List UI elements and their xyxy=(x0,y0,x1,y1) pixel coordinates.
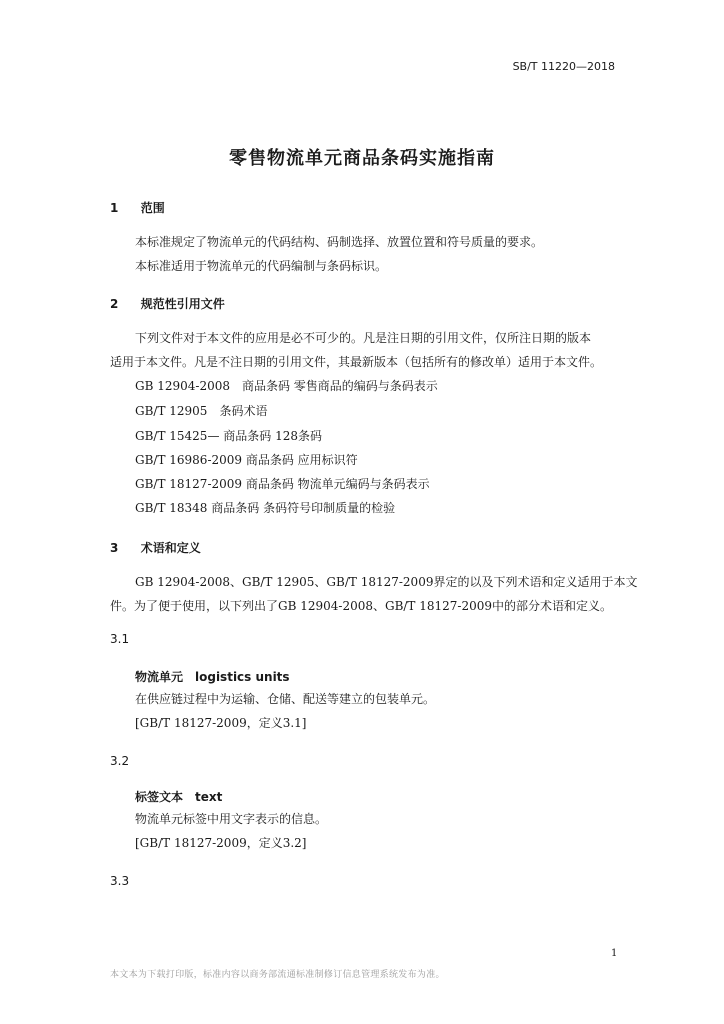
reference-item: GB 12904-2008 商品条码 零售商品的编码与条码表示 xyxy=(135,379,438,393)
page-number: 1 xyxy=(611,948,618,959)
standard-number: SB/T 11220—2018 xyxy=(512,60,615,73)
reference-item: GB/T 18127-2009 商品条码 物流单元编码与条码表示 xyxy=(135,477,430,491)
document-title: 零售物流单元商品条码实施指南 xyxy=(229,148,495,169)
section-1-heading xyxy=(110,199,165,216)
term-number: 3.1 xyxy=(110,632,130,646)
terms-intro-line-1: GB 12904-2008、GB/T 12905、GB/T 18127-2009界定的以及下列术语和定义适用于本文 xyxy=(135,575,638,589)
section-3-heading xyxy=(110,539,201,556)
term-definition: 物流单元标签中用文字表示的信息。 xyxy=(135,812,328,826)
term-number: 3.3 xyxy=(110,874,130,888)
footer-notice: 本文本为下载打印版，标准内容以商务部流通标准制修订信息管理系统发布为准。 xyxy=(110,970,445,980)
normative-intro-line-1: 下列文件对于本文件的应用是必不可少的。凡是注日期的引用文件，仅所注日期的版本 xyxy=(135,331,592,345)
section-number: 1 xyxy=(110,201,119,215)
scope-paragraph-2: 本标准适用于物流单元的代码编制与条码标识。 xyxy=(135,259,388,273)
reference-item: GB/T 16986-2009 商品条码 应用标识符 xyxy=(135,453,358,467)
section-title: 规范性引用文件 xyxy=(140,297,225,311)
reference-item: GB/T 15425— 商品条码 128条码 xyxy=(135,429,322,443)
term-number: 3.2 xyxy=(110,754,130,768)
term-name: 标签文本 text xyxy=(135,790,223,804)
term-source: [GB/T 18127-2009，定义3.1] xyxy=(135,716,307,730)
term-name: 物流单元 logistics units xyxy=(135,670,290,684)
scope-paragraph-1: 本标准规定了物流单元的代码结构、码制选择、放置位置和符号质量的要求。 xyxy=(135,235,544,249)
term-source: [GB/T 18127-2009，定义3.2] xyxy=(135,836,307,850)
section-title: 术语和定义 xyxy=(140,541,201,555)
section-number: 3 xyxy=(110,541,119,555)
normative-intro-line-2: 适用于本文件。凡是不注日期的引用文件，其最新版本（包括所有的修改单）适用于本文件。 xyxy=(110,355,603,369)
reference-item: GB/T 12905 条码术语 xyxy=(135,404,268,418)
reference-item: GB/T 18348 商品条码 条码符号印制质量的检验 xyxy=(135,501,396,515)
terms-intro-line-2: 件。为了便于使用，以下列出了GB 12904-2008、GB/T 18127-2009中的部分术语和定义。 xyxy=(110,599,613,613)
section-number: 2 xyxy=(110,297,119,311)
term-definition: 在供应链过程中为运输、仓储、配送等建立的包装单元。 xyxy=(135,692,436,706)
section-2-heading xyxy=(110,295,225,312)
section-title: 范围 xyxy=(140,201,165,215)
